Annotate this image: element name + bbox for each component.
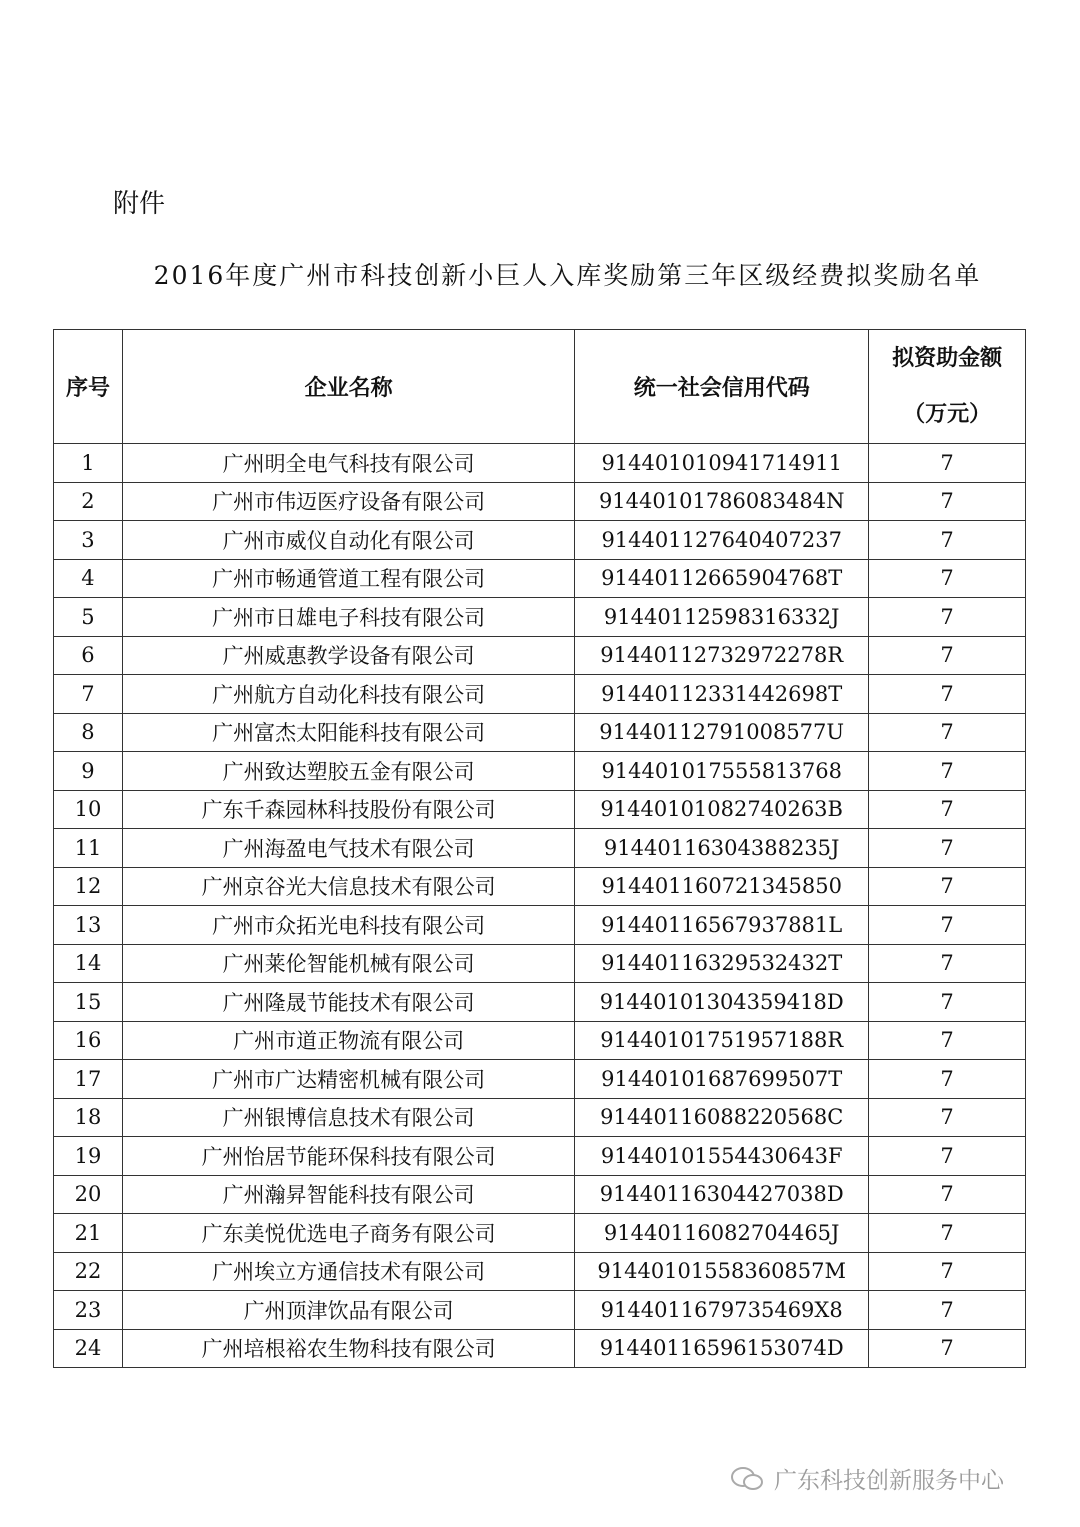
company-name: 广州埃立方通信技术有限公司 [122,1252,574,1291]
credit-code: 914401017555813768 [575,752,869,791]
company-name: 广州顶津饮品有限公司 [122,1291,574,1330]
amount: 7 [869,983,1026,1022]
row-no: 18 [54,1098,123,1137]
document-title: 2016年度广州市科技创新小巨人入库奖励第三年区级经费拟奖励名单 [153,261,982,290]
credit-code: 914401127640407237 [575,521,869,560]
row-no: 24 [54,1329,123,1368]
credit-code: 914401010941714911 [575,444,869,483]
amount: 7 [869,1021,1026,1060]
table-row [54,906,1026,945]
amount: 7 [869,482,1026,521]
table-row [54,1021,1026,1060]
row-no: 5 [54,598,123,637]
attachment-label: 附件 [113,189,166,219]
amount: 7 [869,1252,1026,1291]
row-no: 11 [54,829,123,868]
amount: 7 [869,444,1026,483]
table-row [54,675,1026,714]
amount: 7 [869,906,1026,945]
company-name: 广州莱伦智能机械有限公司 [122,944,574,983]
credit-code: 9144011679735469X8 [575,1291,869,1330]
row-no: 2 [54,482,123,521]
credit-code: 91440101786083484N [575,482,869,521]
header-code: 统一社会信用代码 [575,330,869,444]
row-no: 19 [54,1137,123,1176]
credit-code: 91440116304388235J [575,829,869,868]
table-row [54,713,1026,752]
wechat-icon [730,1465,766,1493]
credit-code: 91440101304359418D [575,983,869,1022]
credit-code: 91440112598316332J [575,598,869,637]
table-row [54,1214,1026,1253]
table-row [54,829,1026,868]
company-name: 广东美悦优选电子商务有限公司 [122,1214,574,1253]
row-no: 20 [54,1175,123,1214]
credit-code: 91440116082704465J [575,1214,869,1253]
table-row [54,521,1026,560]
company-name: 广州怡居节能环保科技有限公司 [122,1137,574,1176]
award-table [53,329,1026,1368]
amount: 7 [869,1214,1026,1253]
watermark [730,1462,1004,1495]
table-row [54,1252,1026,1291]
amount: 7 [869,1137,1026,1176]
header-no: 序号 [54,330,123,444]
table-row [54,1329,1026,1368]
table-row [54,559,1026,598]
amount: 7 [869,1098,1026,1137]
company-name: 广州市日雄电子科技有限公司 [122,598,574,637]
table-row [54,983,1026,1022]
row-no: 21 [54,1214,123,1253]
company-name: 广州富杰太阳能科技有限公司 [122,713,574,752]
amount: 7 [869,790,1026,829]
table-row [54,1291,1026,1330]
amount: 7 [869,713,1026,752]
company-name: 广州京谷光大信息技术有限公司 [122,867,574,906]
company-name: 广州明全电气科技有限公司 [122,444,574,483]
table-row [54,482,1026,521]
company-name: 广州隆晟节能技术有限公司 [122,983,574,1022]
row-no: 8 [54,713,123,752]
credit-code: 91440101751957188R [575,1021,869,1060]
company-name: 广州银博信息技术有限公司 [122,1098,574,1137]
credit-code: 91440116596153074D [575,1329,869,1368]
credit-code: 914401160721345850 [575,867,869,906]
credit-code: 91440112791008577U [575,713,869,752]
amount: 7 [869,521,1026,560]
company-name: 广州市道正物流有限公司 [122,1021,574,1060]
amount: 7 [869,1329,1026,1368]
row-no: 14 [54,944,123,983]
row-no: 10 [54,790,123,829]
row-no: 16 [54,1021,123,1060]
credit-code: 91440101558360857M [575,1252,869,1291]
amount: 7 [869,1060,1026,1099]
row-no: 15 [54,983,123,1022]
amount: 7 [869,829,1026,868]
table-row [54,944,1026,983]
table-row [54,1060,1026,1099]
credit-code: 91440101082740263B [575,790,869,829]
amount: 7 [869,1175,1026,1214]
row-no: 4 [54,559,123,598]
company-name: 广州市众拓光电科技有限公司 [122,906,574,945]
company-name: 广州培根裕农生物科技有限公司 [122,1329,574,1368]
company-name: 广州航方自动化科技有限公司 [122,675,574,714]
row-no: 6 [54,636,123,675]
amount: 7 [869,752,1026,791]
table-row [54,1175,1026,1214]
table-row [54,790,1026,829]
company-name: 广州致达塑胶五金有限公司 [122,752,574,791]
amount: 7 [869,559,1026,598]
row-no: 9 [54,752,123,791]
table-row [54,867,1026,906]
credit-code: 91440112732972278R [575,636,869,675]
table-row [54,598,1026,637]
credit-code: 91440112665904768T [575,559,869,598]
credit-code: 91440116304427038D [575,1175,869,1214]
company-name: 广东千森园林科技股份有限公司 [122,790,574,829]
amount: 7 [869,636,1026,675]
table-row [54,636,1026,675]
credit-code: 91440101554430643F [575,1137,869,1176]
header-name: 企业名称 [122,330,574,444]
credit-code: 91440101687699507T [575,1060,869,1099]
table-row [54,1137,1026,1176]
table-row [54,444,1026,483]
watermark-text: 广东科技创新服务中心 [774,1468,1004,1494]
row-no: 22 [54,1252,123,1291]
amount: 7 [869,867,1026,906]
credit-code: 91440116329532432T [575,944,869,983]
row-no: 23 [54,1291,123,1330]
company-name: 广州市畅通管道工程有限公司 [122,559,574,598]
table-row [54,1098,1026,1137]
row-no: 17 [54,1060,123,1099]
row-no: 3 [54,521,123,560]
row-no: 7 [54,675,123,714]
header-amount-line2: （万元） [903,401,992,427]
amount: 7 [869,1291,1026,1330]
header-amount-line1: 拟资助金额 [892,345,1003,371]
amount: 7 [869,944,1026,983]
company-name: 广州海盈电气技术有限公司 [122,829,574,868]
company-name: 广州瀚昇智能科技有限公司 [122,1175,574,1214]
amount: 7 [869,675,1026,714]
credit-code: 91440116088220568C [575,1098,869,1137]
company-name: 广州市威仪自动化有限公司 [122,521,574,560]
table-header-row [54,330,1026,444]
table-row [54,752,1026,791]
row-no: 1 [54,444,123,483]
row-no: 13 [54,906,123,945]
header-amount [869,330,1026,444]
row-no: 12 [54,867,123,906]
company-name: 广州威惠教学设备有限公司 [122,636,574,675]
amount: 7 [869,598,1026,637]
credit-code: 91440112331442698T [575,675,869,714]
credit-code: 91440116567937881L [575,906,869,945]
company-name: 广州市广达精密机械有限公司 [122,1060,574,1099]
company-name: 广州市伟迈医疗设备有限公司 [122,482,574,521]
